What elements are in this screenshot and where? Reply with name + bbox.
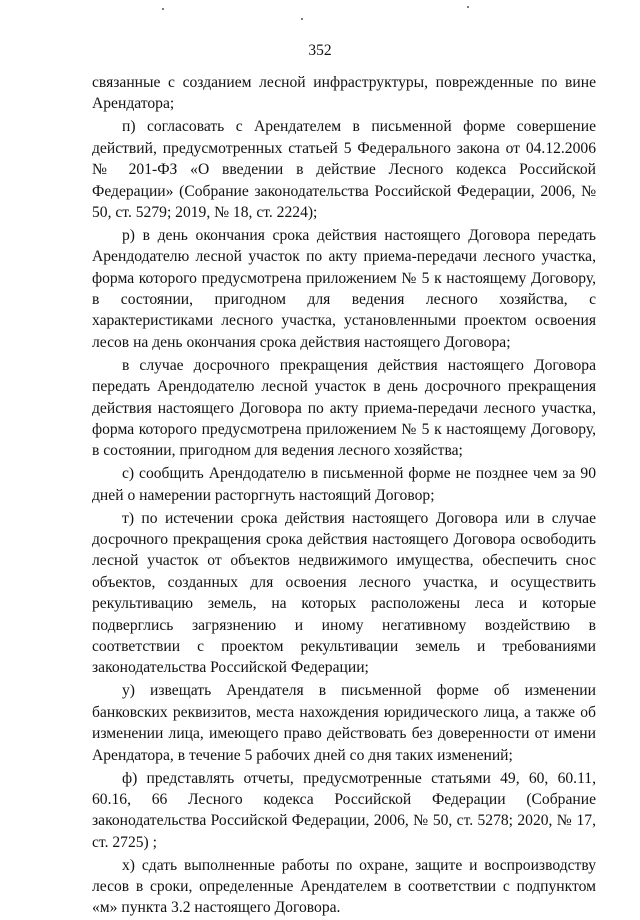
page-number: 352	[308, 42, 332, 59]
paragraph-item-p: п) согласовать с Арендателем в письменной форме совершение действий, предусмотренных статьей 5 Федерального закона от 04.12.2006 № 201-ФЗ «О введении в действие Лесного кодекса Российской Федерации» (Собрание законодательства Российской Федерации, 2006, № 50, ст. 5279; 2019, № 18, ст. 2224);	[92, 118, 596, 221]
document-body	[92, 72, 596, 920]
paragraph-item-r-early-termination: в случае досрочного прекращения действия настоящего Договора передать Арендодателю лесной участок в день досрочного прекращения действия настоящего Договора по акту приема-передачи лесного участка, форма которого предусмотрена приложением № 5 к настоящему Договору, в состоянии, пригодном для ведения лесного хозяйства;	[92, 356, 596, 460]
paragraph-item-r: р) в день окончания срока действия настоящего Договора передать Арендодателю лесной участок по акту приема-передачи лесного участка, форма которого предусмотрена приложением № 5 к настоящему Договору, в состоянии, пригодном для ведения лесного хозяйства, с характеристиками лесного участка, установленными проектом освоения лесов на день окончания срока действия настоящего Договора;	[92, 226, 596, 351]
paragraph-continuation: связанные с созданием лесной инфраструктуры, поврежденные по вине Арендатора;	[92, 74, 596, 113]
scan-speck	[467, 6, 469, 8]
paragraph-item-s: с) сообщить Арендодателю в письменной форме не позднее чем за 90 дней о намерении расторгнуть настоящий Договор;	[92, 465, 596, 504]
scan-speck	[301, 18, 303, 20]
scan-speck	[162, 8, 164, 10]
paragraph-item-u: у) извещать Арендателя в письменной форме об изменении банковских реквизитов, места нахождения юридического лица, а также об изменении лица, имеющего право действовать без доверенности от имени Арендатора, в течение 5 рабочих дней со дня таких изменений;	[92, 682, 596, 764]
paragraph-item-f: ф) представлять отчеты, предусмотренные статьями 49, 60, 60.11, 60.16, 66 Лесного кодекса Российской Федерации (Собрание законодательства Российской Федерации, 2006, № 50, ст. 5278; 2020, № 17, ст. 2725) ;	[92, 769, 596, 851]
paragraph-item-kh: х) сдать выполненные работы по охране, защите и воспроизводству лесов в сроки, определенные Арендателем в соответствии с подпунктом «м» пункта 3.2 настоящего Договора.	[92, 856, 596, 917]
paragraph-item-t: т) по истечении срока действия настоящего Договора или в случае досрочного прекращения срока действия настоящего Договора освободить лесной участок от объектов недвижимого имущества, обеспечить снос объектов, созданных для освоения лесного участка, и осуществить рекультивацию земель, на которых расположены леса и которые подверглись загрязнению и иному негативному воздействию в соответствии с проектом рекультивации земель и требованиями законодательства Российской Федерации;	[92, 509, 596, 677]
